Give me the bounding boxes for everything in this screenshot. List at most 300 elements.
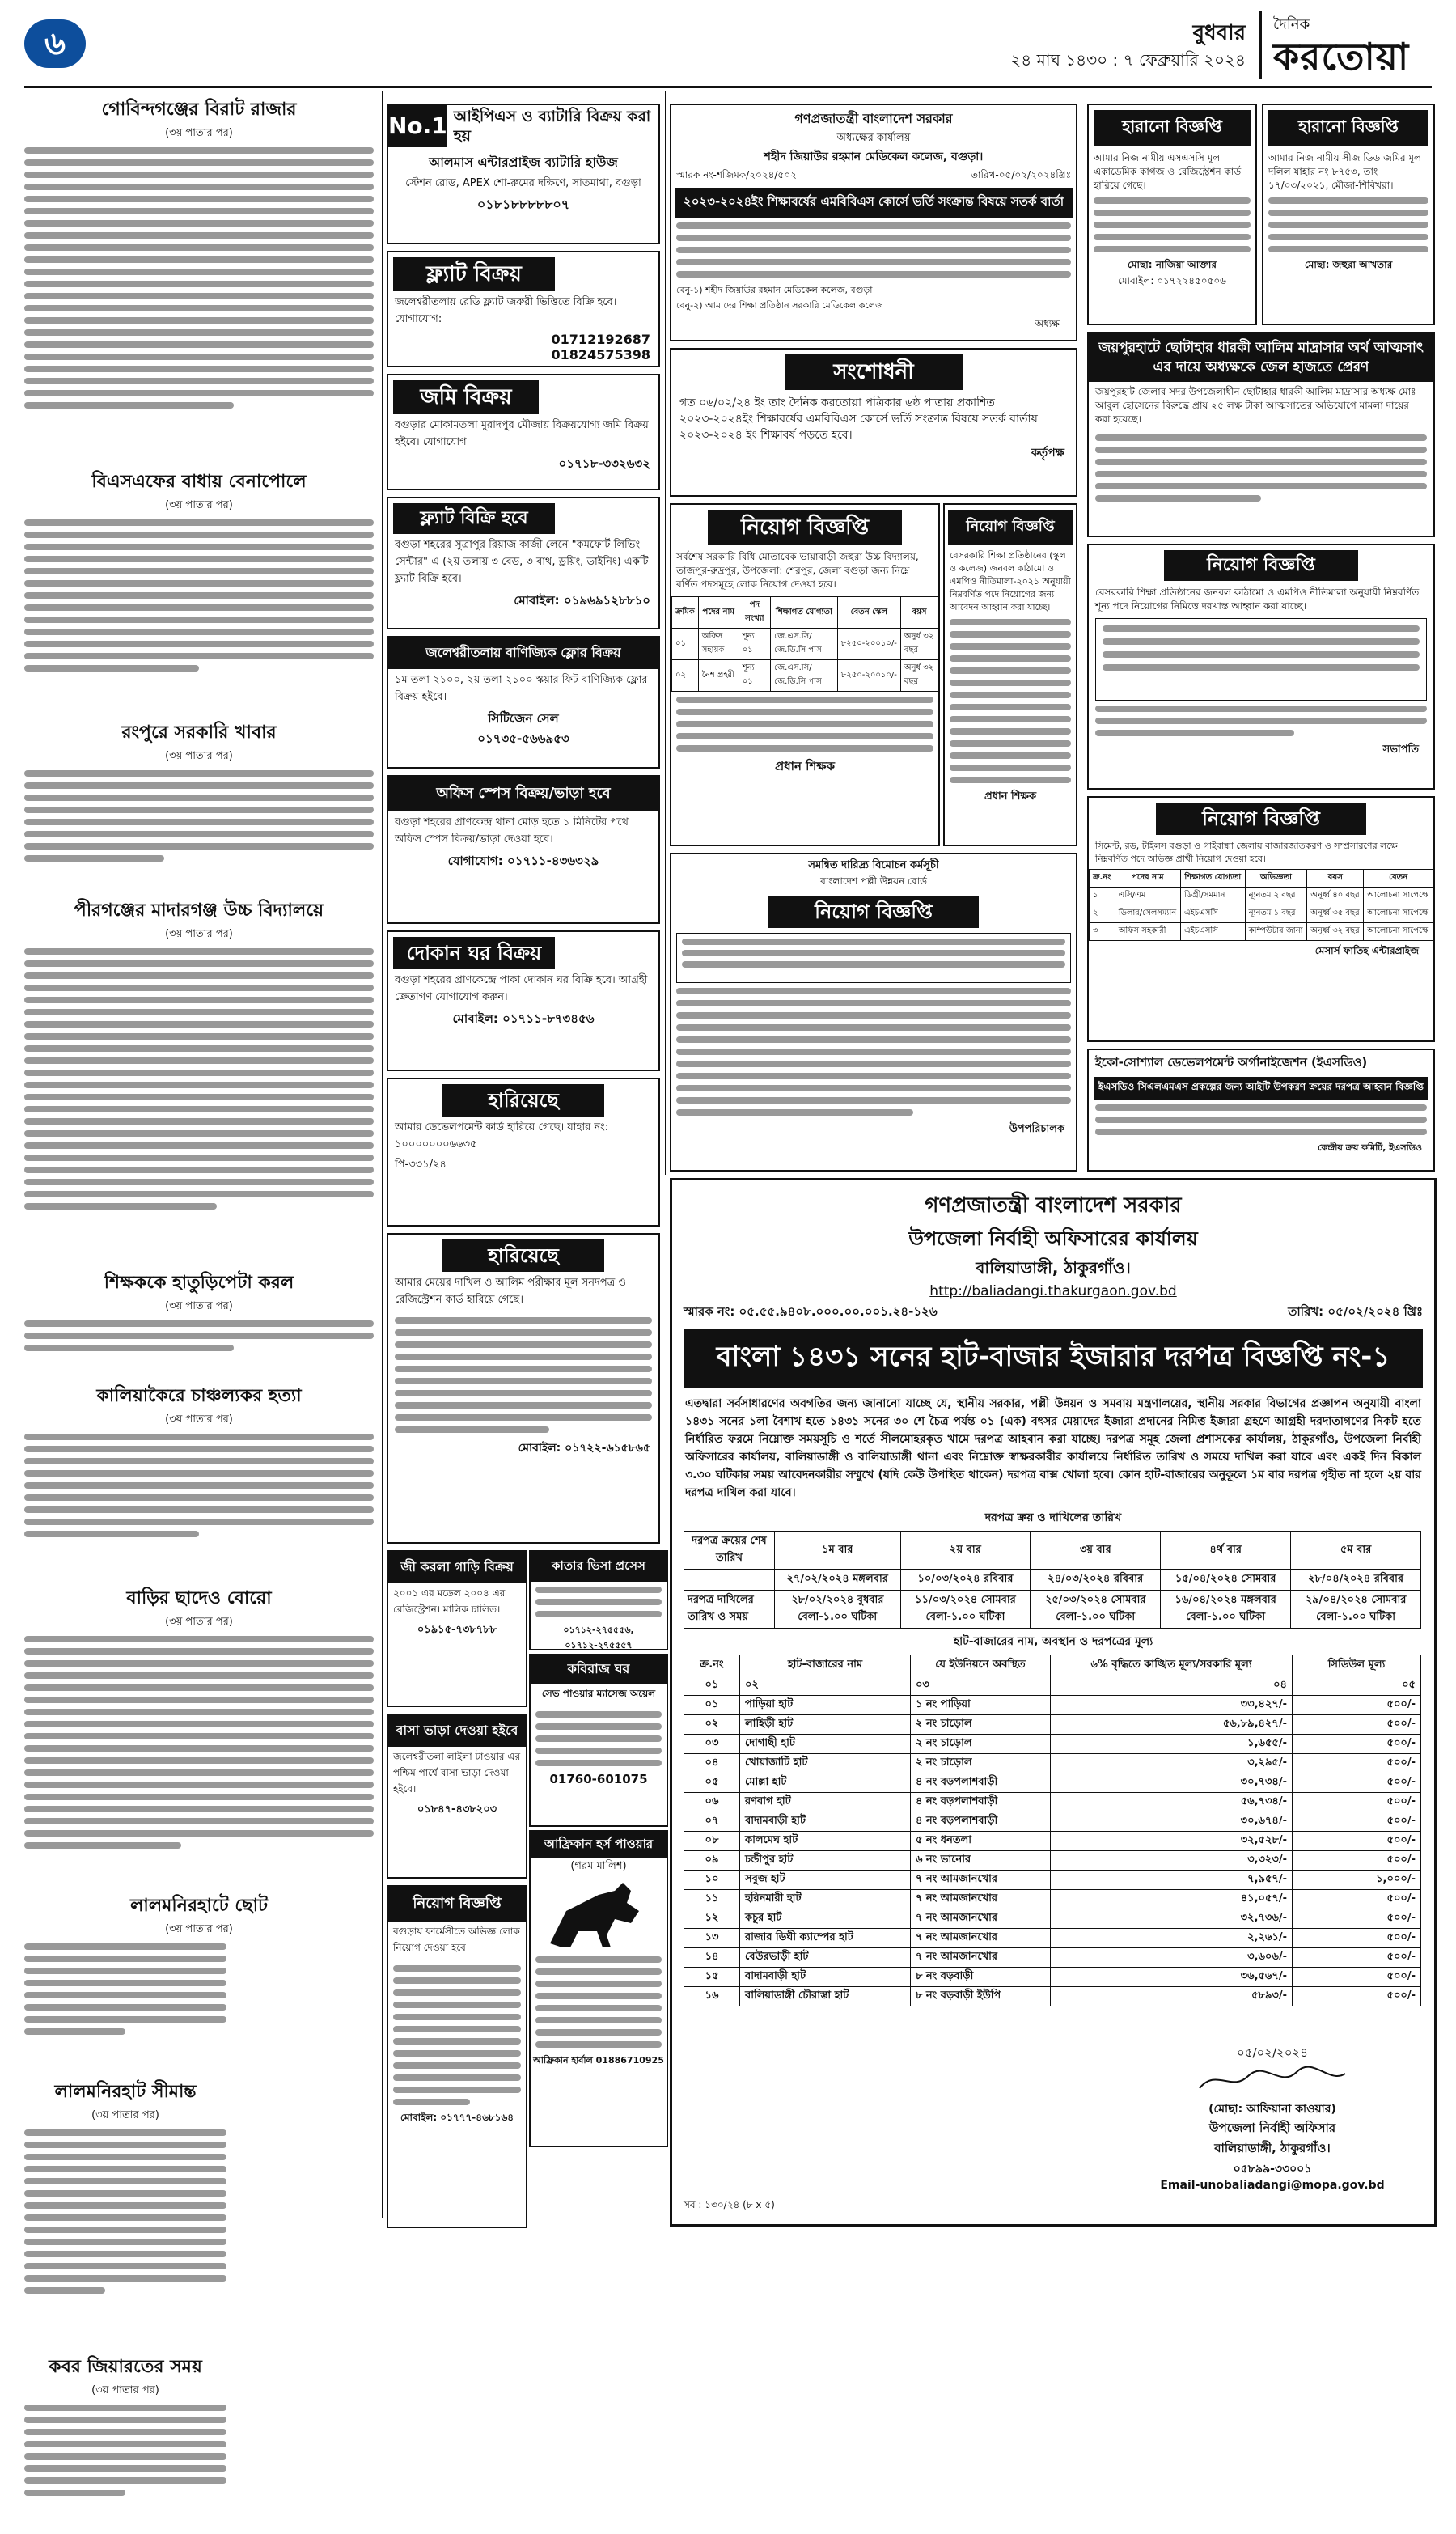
masthead-date: ২৪ মাঘ ১৪৩০ : ৭ ফেব্রুয়ারি ২০২৪ bbox=[1010, 50, 1246, 70]
brand-small-label: দৈনিক bbox=[1273, 16, 1310, 33]
table-cell: অনুর্ধ ৩২ বছর bbox=[900, 660, 938, 692]
table-cell: ৫০০/- bbox=[1293, 1890, 1421, 1909]
notice-body: আমার নিজ নামীয় সীজ ডিড জমির মূল দলিল যাহার নং-৮৭৫৩, তাং ১৭/০৩/২০২১, মৌজা-শিবিখরা। bbox=[1268, 152, 1421, 191]
notice-body-placeholder bbox=[671, 988, 1076, 1116]
job-table-header: শিক্ষাগত যোগ্যতা bbox=[771, 597, 838, 629]
table-cell: ০৭ bbox=[684, 1812, 740, 1832]
notice-sign: উপপরিচালক bbox=[1009, 1123, 1064, 1135]
article-continued: (৩য় পাতার পর) bbox=[91, 2109, 159, 2121]
schedule-cell: ২৮/০২/২০২৪ বুধবার বেলা-১.০০ ঘটিকা bbox=[774, 1591, 900, 1629]
article-continued: (৩য় পাতার পর) bbox=[165, 1413, 233, 1426]
ad-phone: মোবাইল: ০১৭৭৭-৪৬৮১৬৪ bbox=[400, 2112, 514, 2123]
schedule-header: দরপত্র ক্রয়ের শেষ তারিখ bbox=[684, 1532, 775, 1570]
masthead-day: বুধবার bbox=[1192, 21, 1246, 45]
table-cell: ৮ নং বড়বাড়ী ইউপি bbox=[910, 1987, 1050, 2006]
tender-banner: বাংলা ১৪৩১ সনের হাট-বাজার ইজারার দরপত্র বিজ্ঞপ্তি নং-১ bbox=[684, 1329, 1423, 1388]
ad-subtitle: (গরম মালিশ) bbox=[570, 1860, 627, 1872]
table-cell: ১১ bbox=[684, 1890, 740, 1909]
ad-house-rent bbox=[387, 1714, 527, 1879]
notice-body-placeholder bbox=[945, 619, 1076, 783]
table-cell: ২ নং চাড়োল bbox=[910, 1735, 1050, 1754]
notice-medical-college bbox=[670, 104, 1077, 341]
table-cell: ০১ bbox=[684, 1676, 740, 1696]
notice-sign: মোছা: নাজিয়া আক্তার bbox=[1127, 259, 1217, 270]
job-table-header: বয়স bbox=[1307, 870, 1364, 888]
ad-lost-2 bbox=[387, 1233, 660, 1544]
notice-body-placeholder bbox=[1263, 197, 1433, 252]
table-cell: অফিস সহকারী bbox=[1115, 923, 1180, 941]
article-continued: (৩য় পাতার পর) bbox=[165, 1923, 233, 1935]
ad-car-sale bbox=[387, 1550, 527, 1707]
notice-lost-1 bbox=[1087, 104, 1257, 325]
table-cell: ন্যূনতম ১ বছর bbox=[1245, 905, 1307, 923]
notice-title: নিয়োগ বিজ্ঞপ্তি bbox=[1164, 550, 1358, 581]
table-cell: ৭,৯৫৭/- bbox=[1050, 1871, 1292, 1890]
article-continued: (৩য় পাতার পর) bbox=[165, 1300, 233, 1312]
job-table-header: পদের নাম bbox=[698, 597, 739, 629]
notice-date: তারিখ-০৫/০২/২০২৪খ্রিঃ bbox=[971, 169, 1071, 180]
ad-phone: মোবাইল: ০১৭২২-৬১৫৮৬৫ bbox=[518, 1442, 650, 1455]
table-cell: ০২ bbox=[684, 1715, 740, 1735]
article-continued: (৩য় পাতার পর) bbox=[165, 928, 233, 940]
ad-product: সেভ পাওয়ার ম্যাসেজ অয়েল bbox=[541, 1688, 656, 1699]
table-cell: অনূর্ধ্ব ৩২ বছর bbox=[1307, 923, 1364, 941]
table-cell: ৪ নং বড়পলাশবাড়ী bbox=[910, 1812, 1050, 1832]
table-cell: ৫০০/- bbox=[1293, 1909, 1421, 1929]
table-cell: ২ নং চাড়োল bbox=[910, 1754, 1050, 1773]
ad-horse-power bbox=[529, 1830, 668, 2147]
notice-esdo-tender bbox=[1087, 1049, 1435, 1172]
table-cell: ০৩ bbox=[910, 1676, 1050, 1696]
table-cell: ০১ bbox=[684, 1696, 740, 1715]
ad-flat-sale bbox=[387, 251, 660, 367]
article-body-placeholder bbox=[24, 1434, 374, 1579]
ad-phone: ০১৮১৮৮৮৮৮০৭ bbox=[476, 197, 570, 212]
notice-body: সর্বশেষ সরকারি বিধি মোতাবেক ভায়াবাড়ী জহুরা উচ্চ বিদ্যালয়, তাজপুর-রুদ্রপুর, উপজেলা: শেরপুর, জেলা বগুড়া জন্য নিম্নে বর্ণিত পদসমূহে লোক নিয়োগ দেওয়া হবে। bbox=[676, 551, 919, 590]
tender-schedule-table bbox=[684, 1531, 1421, 1629]
table-cell: বালিয়াডাঙ্গী চৌরাস্তা হাট bbox=[740, 1987, 911, 2006]
article-title-barir: বাড়ির ছাদেও বোরো bbox=[126, 1588, 272, 1608]
news-body: জয়পুরহাট জেলার সদর উপজেলাধীন ছোটাহার ধারকী আলিম মাদ্রাসার অধ্যক্ষ মোঃ আবুল হোসেনের বিরুদ্ধে প্রায় ২৫ লক্ষ টাকা আত্মসাতের অভিযোগে মামলা দায়ের করা হয়েছে। bbox=[1095, 386, 1416, 425]
article-body-placeholder bbox=[24, 1636, 374, 1887]
horse-icon bbox=[534, 1879, 663, 1951]
table-cell: জে.এস.সি/জে.ডি.সি পাস bbox=[771, 629, 838, 660]
notice-job-rural-development bbox=[670, 853, 1077, 1172]
table-cell: ৫০০/- bbox=[1293, 1773, 1421, 1793]
notice-phone: মোবাইল: ০১৭২২৪৫০৫০৬ bbox=[1118, 275, 1226, 286]
article-body-placeholder bbox=[24, 770, 374, 892]
column-divider bbox=[665, 91, 666, 1175]
table-row bbox=[672, 629, 938, 660]
table-cell: ১৬ bbox=[684, 1987, 740, 2006]
tender-sign-date: ০৫/০২/২০২৪ bbox=[1236, 2045, 1309, 2060]
table-cell: ৫৬,৮৯,৪২৭/- bbox=[1050, 1715, 1292, 1735]
table-row bbox=[684, 1968, 1421, 1987]
notice-table-placeholder bbox=[1095, 618, 1427, 701]
notice-org: সমন্বিত দারিদ্র্য বিমোচন কর্মসূচী bbox=[808, 859, 939, 871]
notice-body: সিমেন্ট, রড, টাইলস বগুড়া ও গাইবান্ধা জেলায় বাজারজাতকরণ ও সম্প্রসারণের লক্ষে নিম্নবর্ণিত পদে অভিজ্ঞ প্রার্থী নিয়োগ দেওয়া হবে। bbox=[1095, 841, 1398, 864]
table-cell: ৫০০/- bbox=[1293, 1987, 1421, 2006]
table-cell: চন্ডীপুর হাট bbox=[740, 1851, 911, 1871]
brand-name: করতোয়া bbox=[1273, 35, 1410, 78]
notice-title: সংশোধনী bbox=[785, 354, 963, 390]
table-cell: ১ নং পাড়িয়া bbox=[910, 1696, 1050, 1715]
job-table-header: বয়স bbox=[900, 597, 938, 629]
ad-title: জমি বিক্রয় bbox=[393, 380, 539, 414]
ad-title: অফিস স্পেস বিক্রয়/ভাড়া হবে bbox=[388, 777, 658, 811]
table-cell: বাদামবাড়ী হাট bbox=[740, 1968, 911, 1987]
table-cell: ৭ নং আমজানখোর bbox=[910, 1929, 1050, 1948]
ad-body-placeholder bbox=[388, 1317, 658, 1433]
table-cell: ১৩ bbox=[684, 1929, 740, 1948]
table-cell: ০৬ bbox=[684, 1793, 740, 1812]
notice-body-placeholder bbox=[671, 697, 938, 752]
table-cell: অনূর্ধ্ব ৩৫ বছর bbox=[1307, 905, 1364, 923]
table-cell: ৮২৫০-২০০১০/- bbox=[837, 660, 900, 692]
job-table-header: শিক্ষাগত যোগ্যতা bbox=[1180, 870, 1245, 888]
ad-body: ১ম তলা ২১০০, ২য় তলা ২১০০ স্কয়ার ফিট বাণিজ্যিক ফ্লোর বিক্রয় হইবে। bbox=[395, 674, 648, 703]
notice-title: নিয়োগ বিজ্ঞপ্তি bbox=[948, 510, 1073, 545]
table-cell: ৫০০/- bbox=[1293, 1832, 1421, 1851]
tender-sign-email: Email-unobaliadangi@mopa.gov.bd bbox=[1160, 2179, 1385, 2192]
table-cell: ০৪ bbox=[1050, 1676, 1292, 1696]
page-number: ৬ bbox=[24, 19, 86, 68]
notice-seat-row: বেনু-২) আমাদের শিক্ষা প্রতিষ্ঠান সরকারি মেডিকেল কলেজ bbox=[676, 300, 883, 311]
notice-ref: স্মারক নং-শজিমক/২০২৪/৫০২ bbox=[676, 169, 797, 180]
ad-title: দোকান ঘর বিক্রয় bbox=[393, 937, 555, 969]
table-row bbox=[684, 1591, 1421, 1629]
table-cell: ৩,৩২৩/- bbox=[1050, 1851, 1292, 1871]
table-cell: ৫০০/- bbox=[1293, 1793, 1421, 1812]
table-cell: নৈশ প্রহরী bbox=[698, 660, 739, 692]
table-cell: ০৯ bbox=[684, 1851, 740, 1871]
table-row bbox=[684, 1871, 1421, 1890]
ad-phone: 01760-601075 bbox=[549, 1772, 648, 1786]
table-row bbox=[684, 1832, 1421, 1851]
table-row bbox=[684, 1696, 1421, 1715]
table-row bbox=[684, 1890, 1421, 1909]
notice-title: হারানো বিজ্ঞপ্তি bbox=[1268, 110, 1428, 146]
ad-office-space bbox=[387, 775, 660, 924]
table-row bbox=[672, 660, 938, 692]
ad-title: ফ্ল্যাট বিক্রয় bbox=[393, 257, 555, 291]
tender-hat-list-table bbox=[684, 1655, 1421, 2006]
notice-office: অধ্যক্ষের কার্যালয় bbox=[836, 132, 911, 144]
notice-signature: অধ্যক্ষ bbox=[1035, 318, 1060, 329]
ad-phone: 01824575398 bbox=[551, 347, 650, 362]
ad-body: বগুড়া শহরের সুত্রাপুর রিয়াজ কাজী লেনে "কমফোর্ট লিভিং সেন্টার" এ (২য় তলায় ৩ বেড, ৩ বাথ, ড্রয়িং, ডাইনিং) একটি ফ্ল্যাট বিক্রি হবে। bbox=[395, 539, 649, 585]
table-cell: ২ নং চাড়োল bbox=[910, 1715, 1050, 1735]
ad-ips-battery bbox=[387, 104, 660, 244]
tender-sign-title: উপজেলা নির্বাহী অফিসার bbox=[1208, 2121, 1336, 2135]
ad-body-placeholder bbox=[388, 1965, 526, 2105]
table-cell: বাদামবাড়ী হাট bbox=[740, 1812, 911, 1832]
notice-sign: কর্তৃপক্ষ bbox=[1031, 447, 1064, 460]
notice-sign: কেন্দ্রীয় ক্রয় কমিটি, ইএসডিও bbox=[1318, 1142, 1422, 1153]
table-cell: পাড়িয়া হাট bbox=[740, 1696, 911, 1715]
table-cell: ন্যূনতম ২ বছর bbox=[1245, 888, 1307, 905]
article-body-placeholder bbox=[24, 519, 374, 714]
notice-job-school-2 bbox=[943, 503, 1077, 846]
schedule-header: ২য় বার bbox=[900, 1532, 1031, 1570]
tender-signature-block bbox=[1143, 2044, 1402, 2192]
notice-title: নিয়োগ বিজ্ঞপ্তি bbox=[768, 896, 979, 928]
schedule-cell: ২৪/০৩/২০২৪ রবিবার bbox=[1031, 1570, 1161, 1591]
schedule-label: দরপত্র দাখিলের তারিখ ও সময় bbox=[684, 1591, 775, 1629]
article-title-gobindaganj: গোবিন্দগঞ্জের বিরাট রাজার bbox=[101, 100, 297, 120]
schedule-cell: ১৫/০৪/২০২৪ সোমবার bbox=[1161, 1570, 1291, 1591]
table-cell: ০২ bbox=[740, 1676, 911, 1696]
table-row bbox=[1090, 923, 1433, 941]
table-cell: ১৫ bbox=[684, 1968, 740, 1987]
list-header: হাট-বাজারের নাম bbox=[740, 1655, 911, 1676]
ad-title: হারিয়েছে bbox=[442, 1239, 604, 1272]
notice-body-placeholder bbox=[1089, 1104, 1433, 1135]
ad-title: জলেশ্বরীতলায় বাণিজ্যিক ফ্লোর বিক্রয় bbox=[388, 638, 658, 669]
table-row bbox=[684, 1735, 1421, 1754]
tender-office: উপজেলা নির্বাহী অফিসারের কার্যালয় bbox=[908, 1227, 1198, 1250]
table-cell: আলোচনা সাপেক্ষে bbox=[1364, 923, 1433, 941]
schedule-cell: ১১/০৩/২০২৪ সোমবার বেলা-১.০০ ঘটিকা bbox=[900, 1591, 1031, 1629]
notice-job-college bbox=[1087, 544, 1435, 790]
table-cell: ৮ নং বড়বাড়ী bbox=[910, 1968, 1050, 1987]
article-title-bsf: বিএসএফের বাধায় বেনাপোলে bbox=[91, 472, 307, 492]
article-title-teacher: শিক্ষককে হাতুড়িপেটা করল bbox=[104, 1273, 294, 1293]
table-row bbox=[684, 1793, 1421, 1812]
ad-code: পি-৩৩১/২৪ bbox=[395, 1159, 447, 1171]
notice-body: বেসরকারি শিক্ষা প্রতিষ্ঠানের (স্কুল ও কলেজ) জনবল কাঠামো ও এমপিও নীতিমালা-২০২১ অনুযায়ী নিম্নবর্ণিত পদে নিয়োগের জন্য আবেদন আহ্বান করা যাচ্ছে। bbox=[950, 550, 1071, 612]
table-cell: ৭ নং আমজানখোর bbox=[910, 1909, 1050, 1929]
table-row bbox=[684, 1655, 1421, 1676]
table-cell: ২ bbox=[1090, 905, 1115, 923]
tender-sign-phone: ০৫৮৯৯-৩৩০০১ bbox=[1233, 2163, 1312, 2176]
schedule-cell: ২৮/০৪/২০২৪ রবিবার bbox=[1291, 1570, 1421, 1591]
schedule-cell: ২৫/০৩/২০২৪ সোমবার বেলা-১.০০ ঘটিকা bbox=[1031, 1591, 1161, 1629]
table-cell: ৪ নং বড়পলাশবাড়ী bbox=[910, 1793, 1050, 1812]
table-cell: ৫৬,৭৩৪/- bbox=[1050, 1793, 1292, 1812]
notice-title: নিয়োগ বিজ্ঞপ্তি bbox=[1156, 803, 1366, 835]
job-table-header: পদের নাম bbox=[1115, 870, 1180, 888]
job-table bbox=[1089, 869, 1433, 941]
list-header: সিডিউল মূল্য bbox=[1293, 1655, 1421, 1676]
ad-title: ফ্ল্যাট বিক্রি হবে bbox=[393, 503, 555, 534]
column-divider bbox=[382, 91, 383, 2218]
table-cell: বেউরভাড়ী হাট bbox=[740, 1948, 911, 1968]
table-cell: অনুর্ধ ৩২ বছর bbox=[900, 629, 938, 660]
table-cell: ৭ নং আমজানখোর bbox=[910, 1948, 1050, 1968]
job-table-header: ক্রমিক bbox=[672, 597, 699, 629]
schedule-cell: ২৯/০৪/২০২৪ সোমবার বেলা-১.০০ ঘটিকা bbox=[1291, 1591, 1421, 1629]
table-cell: ০৪ bbox=[684, 1754, 740, 1773]
notice-banner: ২০২৩-২০২৪ইং শিক্ষাবর্ষের এমবিবিএস কোর্সে ভর্তি সংক্রান্ত বিষয়ে সতর্ক বার্তা bbox=[675, 188, 1073, 218]
table-cell: কচুর হাট bbox=[740, 1909, 911, 1929]
table-cell: শূন্য ০১ bbox=[739, 660, 770, 692]
schedule-cell: ২৭/০২/২০২৪ মঙ্গলবার bbox=[774, 1570, 900, 1591]
ad-body: আমার ডেভেলপমেন্ট কার্ড হারিয়ে গেছে। যাহার নং: ১০০০০০০০৬৬৩৫ bbox=[395, 1121, 609, 1150]
table-row bbox=[684, 1532, 1421, 1570]
table-cell: ৩ bbox=[1090, 923, 1115, 941]
tender-date: তারিখ: ০৫/০২/২০২৪ খ্রিঃ bbox=[1288, 1304, 1423, 1319]
article-continued: (৩য় পাতার পর) bbox=[165, 127, 233, 139]
table-cell: হরিনমারী হাট bbox=[740, 1890, 911, 1909]
tender-govt: গণপ্রজাতন্ত্রী বাংলাদেশ সরকার bbox=[925, 1193, 1182, 1218]
table-cell: এসি/এম bbox=[1115, 888, 1180, 905]
notice-sign: সভাপতি bbox=[1382, 744, 1419, 756]
notice-title: ইকো-সোশ্যাল ডেভেলপমেন্ট অর্গানাইজেশন (ইএসডিও) bbox=[1095, 1055, 1368, 1070]
ad-body: জলেশ্বরীতলা লাইলা টাওয়ার এর পশ্চিম পার্শ্বে বাসা ভাড়া দেওয়া হইবে। bbox=[393, 1751, 521, 1795]
table-cell: ডিগ্রী/সমমান bbox=[1180, 888, 1245, 905]
notice-org-2: বাংলাদেশ পল্লী উন্নয়ন বোর্ড bbox=[820, 875, 927, 887]
ad-body: আমার মেয়ের দাখিল ও আলিম পরীক্ষার মূল সনদপত্র ও রেজিস্ট্রেশন কার্ড হারিয়ে গেছে। bbox=[395, 1277, 626, 1306]
job-table-header: অভিজ্ঞতা bbox=[1245, 870, 1307, 888]
table-cell: ৫০০/- bbox=[1293, 1851, 1421, 1871]
notice-subtitle: ইএসডিও সিএলএমএস প্রকল্পের জন্য আইটি উপকরণ ক্রয়ের দরপত্র আহ্বান বিজ্ঞপ্তি bbox=[1094, 1077, 1428, 1100]
article-title-rangpur: রংপুরে সরকারি খাবার bbox=[121, 722, 277, 743]
ad-body: বগুড়া শহরের প্রাণকেন্দ্র থানা মোড় হতে ১ মিনিটের পথে অফিস স্পেস বিক্রয়/ভাড়া দেওয়া হবে। bbox=[395, 816, 629, 845]
table-cell: ৩৩,৪২৭/- bbox=[1050, 1696, 1292, 1715]
table-cell: ১২ bbox=[684, 1909, 740, 1929]
notice-sign: প্রধান শিক্ষক bbox=[775, 759, 835, 773]
notice-body-placeholder bbox=[671, 222, 1076, 278]
notice-sign: মেসার্স ফাতিহ এন্টারপ্রাইজ bbox=[1314, 945, 1419, 956]
table-cell: শূন্য ০১ bbox=[739, 629, 770, 660]
notice-job-cement bbox=[1087, 796, 1435, 1042]
ad-title: হারিয়েছে bbox=[442, 1084, 604, 1117]
tender-website-link[interactable]: http://baliadangi.thakurgaon.gov.bd bbox=[929, 1283, 1177, 1299]
table-cell: আলোচনা সাপেক্ষে bbox=[1364, 905, 1433, 923]
table-cell: জে.এস.সি/জে.ডি.সি পাস bbox=[771, 660, 838, 692]
tender-code: সব : ১৩০/২৪ (৮ x ৫) bbox=[684, 2199, 775, 2210]
notice-college: শহীদ জিয়াউর রহমান মেডিকেল কলেজ, বগুড়া। bbox=[764, 150, 984, 163]
schedule-header: ৫ম বার bbox=[1291, 1532, 1421, 1570]
table-cell: রণবাগ হাট bbox=[740, 1793, 911, 1812]
ad-phone: আফ্রিকান হার্বাল 01886710925 bbox=[533, 2055, 664, 2066]
notice-body: গত ০৬/০২/২৪ ইং তাং দৈনিক করতোয়া পত্রিকার ৬ষ্ঠ পাতায় প্রকাশিত ২০২৩-২০২৪ইং শিক্ষাবর্ষের এমবিবিএস কোর্সে ভর্তি সংক্রান্ত বিষয়ে সতর্ক বার্তায় ২০২৩-২০২৪ ইং শিক্ষাবর্ষ পড়তে হবে। bbox=[679, 396, 1038, 442]
ad-body: বগুড়ার মোকামতলা মুরাদপুর মৌজায় বিক্রয়যোগ্য জমি বিক্রয় হইবে। যোগাযোগ bbox=[395, 419, 649, 448]
ad-phone: মোবাইল: ০১৭১১-৮৭৩৪৫৬ bbox=[452, 1011, 595, 1026]
ad-commercial-floor bbox=[387, 636, 660, 769]
article-continued: (৩য় পাতার পর) bbox=[165, 750, 233, 762]
news-title: জয়পুরহাটে ছোটাহার ধারকী আলিম মাদ্রাসার অর্থ আত্মসাৎ এর দায়ে অধ্যক্ষকে জেল হাজতে প্রেরণ bbox=[1089, 333, 1433, 382]
table-cell: এইচএসসি bbox=[1180, 905, 1245, 923]
ad-shop-name: সিটিজেন সেল bbox=[488, 711, 559, 726]
ad-title: কবিরাজ ঘর bbox=[531, 1655, 667, 1684]
ad-body-placeholder bbox=[531, 1711, 667, 1766]
table-cell: ৩,৬০৬/- bbox=[1050, 1948, 1292, 1968]
job-table-header: বেতন স্কেল bbox=[837, 597, 900, 629]
ad-title: আফ্রিকান হর্স পাওয়ার bbox=[531, 1832, 667, 1858]
schedule-header: ১ম বার bbox=[774, 1532, 900, 1570]
table-cell: অনূর্ধ্ব ৪০ বছর bbox=[1307, 888, 1364, 905]
ad-phone: ০১৯১৫-৭৩৮৭৮৮ bbox=[417, 1624, 497, 1636]
ad-address: স্টেশন রোড, APEX শো-রুমের দক্ষিণে, সাতমাথা, বগুড়া bbox=[405, 177, 641, 189]
table-cell: ৫০০/- bbox=[1293, 1715, 1421, 1735]
ad-body: বগুড়ায় ফার্মেসীতে অভিজ্ঞ লোক নিয়োগ দেওয়া হবে। bbox=[393, 1926, 520, 1953]
tender-ref: স্মারক নং: ০৫.৫৫.৯৪০৮.০০০.০০.০০১.২৪-১২৬ bbox=[684, 1304, 938, 1319]
table-cell: ৮২৫০-২০০১০/- bbox=[837, 629, 900, 660]
table-cell: দোগাছী হাট bbox=[740, 1735, 911, 1754]
article-continued: (৩য় পাতার পর) bbox=[91, 2384, 159, 2396]
notice-body-placeholder bbox=[1089, 197, 1255, 252]
table-row bbox=[684, 1948, 1421, 1968]
schedule-label bbox=[684, 1570, 775, 1591]
table-cell: ৩০,৬৭৪/- bbox=[1050, 1812, 1292, 1832]
table-cell: ৫ নং ধনতলা bbox=[910, 1832, 1050, 1851]
table-cell: ৪ নং বড়পলাশবাড়ী bbox=[910, 1773, 1050, 1793]
notice-govt: গণপ্রজাতন্ত্রী বাংলাদেশ সরকার bbox=[794, 111, 953, 126]
table-cell: ৩২,৫২৮/- bbox=[1050, 1832, 1292, 1851]
table-cell: ৭ নং আমজানখোর bbox=[910, 1890, 1050, 1909]
table-cell: আলোচনা সাপেক্ষে bbox=[1364, 888, 1433, 905]
list-header: ৬% বৃদ্ধিতে কাঙ্খিত মূল্য/সরকারি মূল্য bbox=[1050, 1655, 1292, 1676]
ad-title: আইপিএস ও ব্যাটারি বিক্রয় করা হয় bbox=[453, 108, 651, 145]
notice-body: বেসরকারি শিক্ষা প্রতিষ্ঠানের জনবল কাঠামো ও এমপিও নীতিমালা অনুযায়ী নিম্নবর্ণিত শূন্য পদে নিয়োগের নিমিত্তে দরখাস্ত আহ্বান করা যাচ্ছে। bbox=[1095, 587, 1420, 612]
news-madrasa bbox=[1087, 332, 1435, 537]
table-cell: ৬ নং ভানোর bbox=[910, 1851, 1050, 1871]
table-cell: মোল্লা হাট bbox=[740, 1773, 911, 1793]
notice-sign: মোছা: জহুরা আখতার bbox=[1304, 259, 1393, 270]
table-cell: ১ bbox=[1090, 888, 1115, 905]
table-cell: ০১ bbox=[672, 629, 699, 660]
ad-phone: ০১৭৩৫-৫৬৬৯৫৩ bbox=[477, 731, 569, 746]
notice-sign: প্রধান শিক্ষক bbox=[984, 790, 1037, 803]
tender-sign-place: বালিয়াডাঙ্গী, ঠাকুরগাঁও। bbox=[1214, 2141, 1331, 2155]
ad-phone: ০১৭১২-২৭৫৫৫৬, ০১৭১২-২৭৫৫৫৭ bbox=[563, 1625, 634, 1650]
ad-flat-sale-2 bbox=[387, 497, 660, 629]
table-cell: ০৫ bbox=[1293, 1676, 1421, 1696]
table-cell: কালমেঘ হাট bbox=[740, 1832, 911, 1851]
job-table-header: বেতন bbox=[1364, 870, 1433, 888]
notice-correction bbox=[670, 348, 1077, 497]
schedule-cell: ১০/০৩/২০২৪ রবিবার bbox=[900, 1570, 1031, 1591]
table-cell: ১,০০০/- bbox=[1293, 1871, 1421, 1890]
ad-phone: ০১৮৪৭-৪৩৮২০৩ bbox=[417, 1803, 497, 1816]
table-row bbox=[684, 1929, 1421, 1948]
table-cell: ০৩ bbox=[684, 1735, 740, 1754]
article-body-placeholder bbox=[24, 147, 374, 463]
list-header: ক্র.নং bbox=[684, 1655, 740, 1676]
ad-title: নিয়োগ বিজ্ঞপ্তি bbox=[388, 1887, 526, 1922]
table-cell: ডিলার/সেলসম্যান bbox=[1115, 905, 1180, 923]
notice-job-school bbox=[670, 503, 940, 846]
notice-title: নিয়োগ বিজ্ঞপ্তি bbox=[708, 510, 902, 545]
ad-kobiraj bbox=[529, 1654, 668, 1827]
table-cell: ০২ bbox=[672, 660, 699, 692]
ad-land-sale bbox=[387, 374, 660, 490]
job-table-header: ক্র.নং bbox=[1090, 870, 1115, 888]
article-title-lalmonirhat-1: লালমনিরহাটে ছোট bbox=[130, 1896, 268, 1916]
table-cell: কম্পিউটার জানা bbox=[1245, 923, 1307, 941]
tender-place: বালিয়াডাঙ্গী, ঠাকুরগাঁও। bbox=[976, 1258, 1131, 1278]
schedule-header: ৩য় বার bbox=[1031, 1532, 1161, 1570]
table-cell: ১,৬৫৫/- bbox=[1050, 1735, 1292, 1754]
table-cell: এইচএসসি bbox=[1180, 923, 1245, 941]
article-title-kaliakoir: কালিয়াকৈরে চাঞ্চল্যকর হত্যা bbox=[96, 1386, 302, 1406]
table-cell: ৫০০/- bbox=[1293, 1968, 1421, 1987]
ad-phone: 01712192687 bbox=[551, 332, 650, 347]
newspaper-brand bbox=[1259, 11, 1432, 79]
table-cell: ৩০,৭৩৪/- bbox=[1050, 1773, 1292, 1793]
table-row bbox=[684, 1715, 1421, 1735]
table-row bbox=[684, 1987, 1421, 2006]
list-header: যে ইউনিয়নে অবস্থিত bbox=[910, 1655, 1050, 1676]
article-continued: (৩য় পাতার পর) bbox=[165, 1616, 233, 1628]
table-cell: ১৪ bbox=[684, 1948, 740, 1968]
ad-shop-sale bbox=[387, 930, 660, 1071]
table-row bbox=[684, 1676, 1421, 1696]
article-body-placeholder bbox=[24, 2129, 226, 2348]
table-row bbox=[684, 1754, 1421, 1773]
